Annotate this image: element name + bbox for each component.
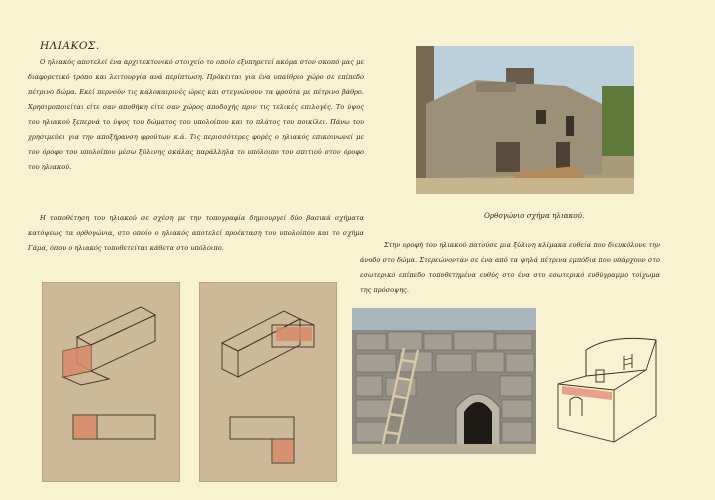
sketch-rectangular-drawing	[43, 283, 179, 481]
photo-arched-doorway-image	[352, 308, 536, 454]
paragraph-intro: Ο ηλιακός αποτελεί ένα αρχιτεκτονικό στοιχείο το οποίο εξυπηρετεί ακόμα στον σκοπό μας με διαφορετικό τρόπο και λειτουργία ανά περίπτωση. Πρόκειται για ένα υπαίθριο χώρο σε επίπεδο πέτρινο δώμα. Εκεί περνούν τις καλοκαιρινές ώρες και στεγνώνουν τα φρούτα με πέτρινο βάθρο. Χρησιμοποιείται είτε σαν αποθήκη είτε σαν χώρος αποδοχής πριν τις τελικές επιλογές. Το ύψος του ηλιακού ξεπερνά το ύψος του δώματος του υπολοίπου και το πλάτος του ποικίλει. Πάνω του χρησιμεύει για την αποξήρανση φρούτων κ.ά. Τις περισσότερες φορές ο ηλιακός επικοινωνεί με τον όροφο του υπολοίπου μέσω ξύλινης σκάλας παράλληλα το υπόλοιπο του σπιτιού στον όροφο του ηλιακού.	[28, 58, 364, 171]
sketch-card-rectangular	[42, 282, 180, 482]
sketch-card-gamma	[199, 282, 337, 482]
paragraph-plan-types: Η τοποθέτηση του ηλιακού σε σχέση με την τοπογραφία δημιουργεί δύο βασικά σχήματα κατόψεως τα ορθογώνια, στο οποίο ο ηλιακός αποτελεί προέκταση του υπολοίπου και το σχήμα Γάμα, όπου ο ηλιακός τοποθετείται κάθετα στο υπόλοιπο.	[28, 214, 364, 252]
isometric-house-drawing	[550, 330, 665, 445]
sketch-gamma-drawing	[200, 283, 336, 481]
photo-caption: Ορθογώνιο σχήμα ηλιακού.	[484, 211, 585, 220]
photo-stone-house-image	[416, 46, 634, 194]
isometric-house-svg	[550, 330, 665, 445]
paragraph-stair: Στην οροφή του ηλιακού πατούσε μια ξύλινη κλίμακα ευθεία που διευκόλυνε την άνοδο στο δώμα. Στερεώνονταν σε ένα από τα ψηλά πέτρινα εμπόδια που υπάρχουν στο εσωτερικό επίπεδο τοποθετημένα ευθύς στο ένα στο εσωτερικό ευθύγραμμο τοίχωμα της πρόσοψης.	[360, 241, 660, 294]
photo-stone-house	[416, 46, 634, 194]
photo-arched-doorway	[352, 308, 536, 454]
heading: ΗΛΙΑΚΟΣ.	[40, 40, 100, 52]
